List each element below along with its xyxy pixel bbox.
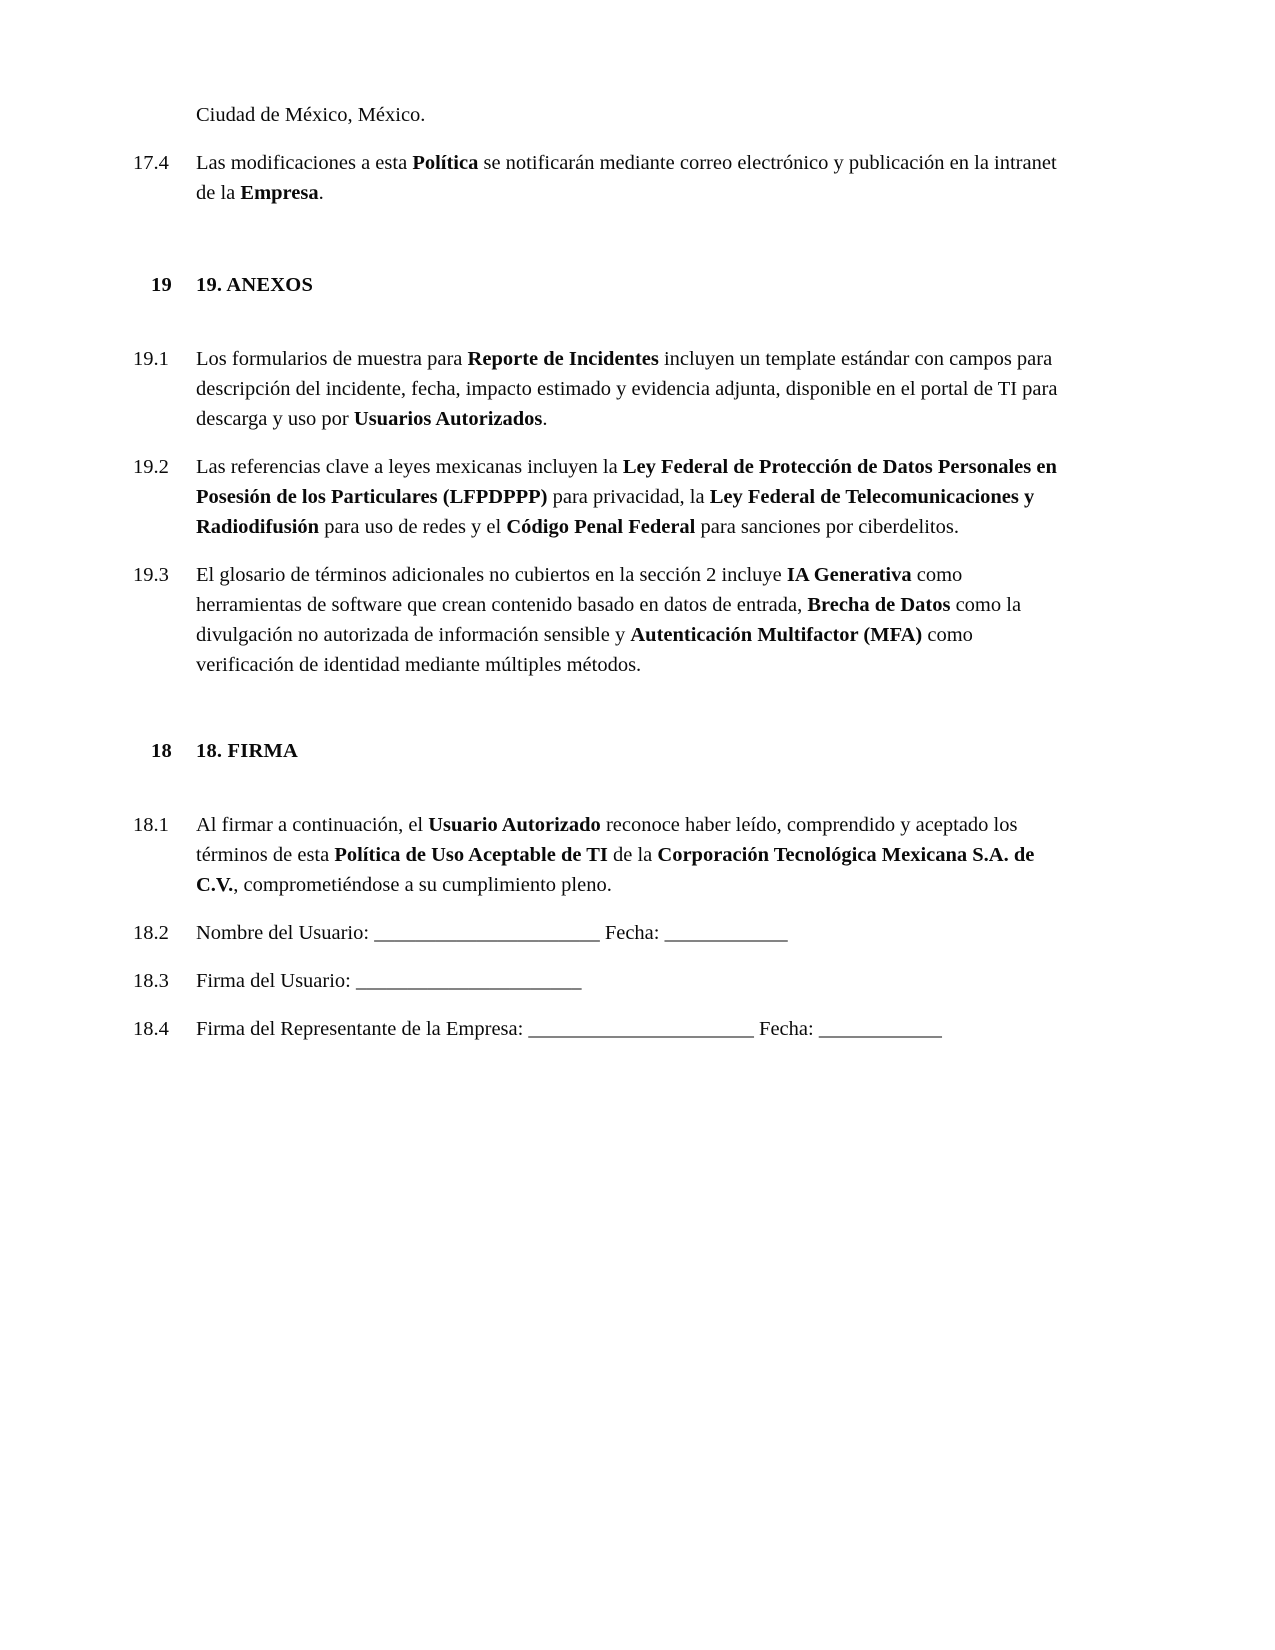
body-text: reconoce haber leído, comprendido y aceptado los términos de esta xyxy=(196,814,1018,866)
clause-number: 19.2 xyxy=(133,456,169,478)
section-title: 19. ANEXOS xyxy=(196,274,314,296)
clause-number: 17.4 xyxy=(133,152,169,174)
spacer xyxy=(133,680,1073,736)
emphasis-text: Reporte de Incidentes xyxy=(467,348,659,370)
body-text: como la divulgación no autorizada de información sensible y xyxy=(196,594,1022,646)
section-number: 18 xyxy=(151,740,173,762)
body-text: para privacidad, la xyxy=(547,486,710,508)
spacer xyxy=(133,766,1073,792)
clause-text xyxy=(196,344,1073,434)
emphasis-text: Ley Federal de Protección de Datos Personales en Posesión de los Particulares (LFPDPPP) xyxy=(196,456,1057,508)
clause-number: 19.1 xyxy=(133,348,169,370)
emphasis-text: Usuario Autorizado xyxy=(428,814,601,836)
emphasis-text: Empresa xyxy=(240,182,319,204)
emphasis-text: Usuarios Autorizados xyxy=(353,408,543,430)
clause-text xyxy=(196,560,1073,680)
body-text: Firma del Representante de la Empresa: ______________________ Fecha: ____________ xyxy=(196,1018,942,1040)
clause-17-4 xyxy=(133,148,1073,208)
emphasis-text: Brecha de Datos xyxy=(807,594,951,616)
clause-text xyxy=(196,452,1073,542)
body-text: , comprometiéndose a su cumplimiento pleno. xyxy=(233,874,612,896)
body-text: para sanciones por ciberdelitos. xyxy=(695,516,959,538)
emphasis-text: Política de Uso Aceptable de TI xyxy=(334,844,608,866)
body-text: como herramientas de software que crean contenido basado en datos de entrada, xyxy=(196,564,963,616)
clause-18-3 xyxy=(133,966,1073,996)
clause-text xyxy=(196,810,1073,900)
signature-field-nombre-usuario[interactable] xyxy=(196,918,1073,948)
body-text: Al firmar a continuación, el xyxy=(196,814,429,836)
clause-18-4 xyxy=(133,1014,1073,1044)
clause-number: 18.1 xyxy=(133,814,169,836)
continuation-paragraph: Ciudad de México, México. xyxy=(196,104,426,126)
body-text: El glosario de términos adicionales no cubiertos en la sección 2 incluye xyxy=(196,564,787,586)
clause-number: 19.3 xyxy=(133,564,169,586)
spacer xyxy=(133,208,1073,270)
body-text: Nombre del Usuario: ______________________ Fecha: ____________ xyxy=(196,922,788,944)
emphasis-text: Corporación Tecnológica Mexicana S.A. de C.V. xyxy=(196,844,1035,896)
emphasis-text: IA Generativa xyxy=(786,564,912,586)
emphasis-text: Ley Federal de Telecomunicaciones y Radiodifusión xyxy=(196,486,1035,538)
body-text: . xyxy=(318,182,324,204)
body-text: Firma del Usuario: ______________________ xyxy=(196,970,582,992)
body-text: de la xyxy=(607,844,658,866)
clause-18-2 xyxy=(133,918,1073,948)
emphasis-text: Código Penal Federal xyxy=(506,516,696,538)
body-text: se notificarán mediante correo electrónico y publicación en la intranet de la xyxy=(196,152,1057,204)
signature-field-firma-representante[interactable] xyxy=(196,1014,1073,1044)
emphasis-text: Política xyxy=(412,152,479,174)
clause-number: 18.4 xyxy=(133,1018,169,1040)
clause-text xyxy=(196,148,1073,208)
clause-number: 18.3 xyxy=(133,970,169,992)
body-text: incluyen un template estándar con campos para descripción del incidente, fecha, impacto estimado y evidencia adjunta, disponible en el portal de TI para descarga y uso por xyxy=(196,348,1058,430)
clause-19-2 xyxy=(133,452,1073,542)
clause-18-1 xyxy=(133,810,1073,900)
body-text: Las modificaciones a esta xyxy=(196,152,413,174)
clause-number: 18.2 xyxy=(133,922,169,944)
signature-field-firma-usuario[interactable] xyxy=(196,966,1073,996)
section-number: 19 xyxy=(151,274,173,296)
section-heading-18 xyxy=(133,736,1073,766)
document-content xyxy=(133,100,1073,1044)
spacer xyxy=(133,300,1073,326)
clause-19-3 xyxy=(133,560,1073,680)
emphasis-text: Autenticación Multifactor (MFA) xyxy=(630,624,923,646)
body-text: Los formularios de muestra para xyxy=(196,348,468,370)
clause-19-1 xyxy=(133,344,1073,434)
body-text: para uso de redes y el xyxy=(319,516,507,538)
section-title: 18. FIRMA xyxy=(196,740,299,762)
body-text: como verificación de identidad mediante múltiples métodos. xyxy=(196,624,973,676)
body-text: Las referencias clave a leyes mexicanas incluyen la xyxy=(196,456,623,478)
section-heading-19 xyxy=(133,270,1073,300)
body-text: . xyxy=(542,408,548,430)
